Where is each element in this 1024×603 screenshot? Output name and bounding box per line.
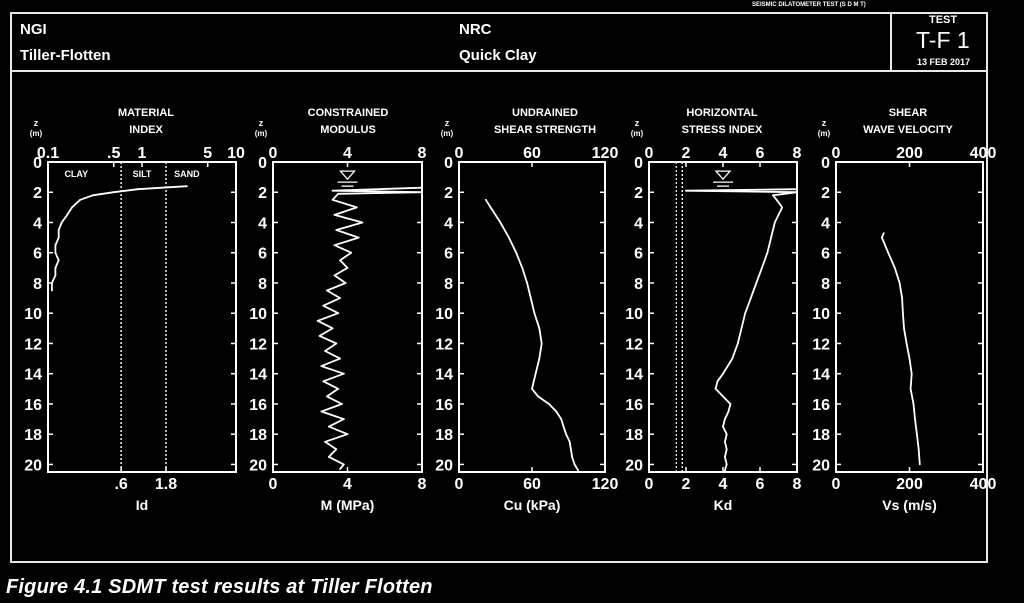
data-point [531, 388, 533, 390]
top-tick-label: 60 [523, 145, 541, 162]
panel-frame [48, 162, 236, 472]
site-label: Tiller-Flotten [20, 47, 111, 64]
depth-tick-label: 16 [249, 396, 267, 414]
top-tick-label: 120 [591, 145, 619, 162]
data-point [730, 403, 732, 405]
panel-title-line2: SHEAR STRENGTH [493, 124, 597, 136]
data-point [347, 267, 349, 269]
panel-title-line1: MATERIAL [117, 107, 175, 119]
top-tick-label: 0 [644, 145, 654, 162]
data-point [356, 207, 358, 209]
depth-tick-label: 2 [444, 185, 453, 203]
data-point [334, 214, 336, 216]
bottom-tick-label: 4 [343, 476, 352, 493]
data-point [362, 222, 364, 224]
depth-tick-label: 14 [435, 366, 453, 384]
data-point [92, 194, 94, 196]
data-point [911, 373, 913, 375]
panel-frame [459, 162, 605, 472]
panel-title-line2: MODULUS [320, 124, 376, 136]
top-tick-label: 4 [718, 145, 728, 162]
bottom-tick-label: 8 [792, 476, 802, 493]
data-point [717, 380, 719, 382]
data-point [521, 267, 523, 269]
bottom-tick-label: .6 [114, 476, 128, 493]
data-point [722, 426, 724, 428]
data-point [744, 312, 746, 314]
profile-panel-5 [812, 107, 996, 513]
x-axis-label: Kd [713, 497, 733, 513]
data-point [490, 207, 492, 209]
panel-title-line1: CONSTRAINED [307, 107, 389, 119]
data-point [335, 448, 337, 450]
data-point [324, 441, 326, 443]
data-point [61, 222, 63, 224]
top-tick-label: 4 [343, 145, 352, 162]
depth-tick-label: 14 [812, 366, 830, 384]
data-point [339, 468, 341, 470]
depth-axis-unit: (m) [817, 129, 831, 138]
data-point [724, 441, 726, 443]
data-point [776, 199, 778, 201]
depth-tick-label: 16 [812, 396, 830, 414]
data-point [337, 388, 339, 390]
zone-label: SILT [132, 169, 152, 179]
data-point [51, 290, 53, 292]
top-tick-label: 200 [896, 145, 923, 162]
depth-tick-label: 16 [625, 396, 643, 414]
data-point [563, 426, 565, 428]
data-point [918, 448, 920, 450]
depth-tick-label: 10 [24, 306, 42, 324]
bottom-tick-label: 4 [718, 476, 728, 493]
panel-frame [273, 162, 422, 472]
test-id: T-F 1 [916, 27, 970, 53]
data-point [526, 282, 528, 284]
bottom-tick-label: 0 [831, 476, 841, 493]
bottom-tick-label: 2 [681, 476, 691, 493]
bottom-tick-label: 1.8 [154, 476, 178, 493]
data-point [321, 411, 323, 413]
organization-label: NRC [459, 21, 492, 38]
water-table-icon [716, 171, 730, 179]
depth-tick-label: 6 [33, 245, 42, 263]
profile-panel-1 [24, 107, 245, 513]
panel-title-line1: UNDRAINED [512, 107, 578, 119]
data-point [58, 229, 60, 231]
data-point [58, 259, 60, 261]
data-point [577, 470, 579, 472]
depth-tick-label: 0 [258, 155, 267, 172]
depth-tick-label: 0 [821, 155, 830, 172]
data-point [358, 237, 360, 239]
data-point [750, 297, 752, 299]
profile-panel-2 [249, 107, 426, 513]
top-label: SEISMIC DILATOMETER TEST (S D M T) [752, 2, 866, 8]
data-point [534, 312, 536, 314]
depth-tick-label: 8 [444, 275, 453, 293]
data-point [916, 433, 918, 435]
depth-tick-label: 8 [258, 275, 267, 293]
depth-tick-label: 0 [444, 155, 453, 172]
data-point [332, 199, 334, 201]
depth-tick-label: 6 [258, 245, 267, 263]
data-point [339, 297, 341, 299]
depth-tick-label: 20 [435, 457, 453, 475]
bottom-tick-label: 200 [896, 476, 923, 493]
data-point [774, 222, 776, 224]
data-point [334, 275, 336, 277]
data-point [137, 188, 139, 190]
data-point [326, 396, 328, 398]
data-point [778, 214, 780, 216]
depth-tick-label: 20 [812, 457, 830, 475]
data-point [350, 252, 352, 254]
data-point [767, 252, 769, 254]
data-point [515, 252, 517, 254]
depth-tick-label: 10 [812, 306, 830, 324]
data-point [722, 396, 724, 398]
depth-tick-label: 4 [258, 215, 267, 233]
data-point [731, 358, 733, 360]
data-point [328, 426, 330, 428]
zone-label: SAND [174, 169, 200, 179]
data-point [724, 456, 726, 458]
top-tick-label: 2 [681, 145, 691, 162]
data-point [538, 327, 540, 329]
depth-tick-label: 2 [634, 185, 643, 203]
data-point [726, 464, 728, 466]
depth-axis-label: z [634, 118, 640, 128]
depth-tick-label: 4 [634, 215, 643, 233]
depth-axis-label: z [444, 118, 450, 128]
data-point [343, 464, 345, 466]
data-point [919, 464, 921, 466]
bottom-tick-label: 8 [417, 476, 427, 493]
data-point [569, 441, 571, 443]
data-point [319, 335, 321, 337]
depth-tick-label: 20 [249, 457, 267, 475]
depth-tick-label: 6 [634, 245, 643, 263]
depth-tick-label: 12 [249, 336, 267, 354]
depth-axis-label: z [33, 118, 39, 128]
depth-tick-label: 20 [625, 457, 643, 475]
depth-axis-label: z [821, 118, 827, 128]
data-point [508, 237, 510, 239]
top-tick-label: 10 [227, 145, 245, 162]
data-point [899, 282, 901, 284]
depth-tick-label: 2 [258, 185, 267, 203]
panel-frame [836, 162, 983, 472]
data-point [715, 388, 717, 390]
data-series-line [686, 189, 797, 470]
data-point [339, 358, 341, 360]
test-date: 13 FEB 2017 [917, 57, 971, 67]
depth-tick-label: 2 [821, 185, 830, 203]
depth-tick-label: 4 [33, 215, 42, 233]
data-point [343, 418, 345, 420]
depth-tick-label: 8 [33, 275, 42, 293]
depth-tick-label: 18 [435, 427, 453, 445]
data-point [332, 190, 334, 192]
depth-tick-label: 10 [625, 306, 643, 324]
top-tick-label: 8 [792, 145, 802, 162]
zone-label: CLAY [64, 169, 89, 179]
depth-tick-label: 20 [24, 457, 42, 475]
data-point [755, 282, 757, 284]
data-point [317, 320, 319, 322]
data-point [728, 411, 730, 413]
depth-tick-label: 14 [249, 366, 267, 384]
data-point [781, 207, 783, 209]
data-point [326, 290, 328, 292]
water-table-icon [341, 171, 355, 179]
top-tick-label: 0 [831, 145, 841, 162]
data-point [337, 312, 339, 314]
data-series-line [486, 200, 578, 471]
data-point [722, 373, 724, 375]
client-label: NGI [20, 21, 47, 38]
depth-tick-label: 8 [634, 275, 643, 293]
data-point [887, 252, 889, 254]
data-point [883, 232, 885, 234]
data-point [903, 327, 905, 329]
x-axis-label: Vs (m/s) [882, 497, 937, 513]
x-axis-label: Cu (kPa) [503, 497, 561, 513]
data-point [337, 193, 339, 195]
depth-tick-label: 10 [249, 306, 267, 324]
data-point [328, 456, 330, 458]
data-point [796, 191, 798, 193]
data-point [685, 190, 687, 192]
bottom-tick-label: 120 [591, 476, 619, 493]
depth-tick-label: 16 [24, 396, 42, 414]
data-point [560, 418, 562, 420]
top-tick-label: 5 [203, 145, 213, 162]
data-point [894, 267, 896, 269]
data-point [737, 343, 739, 345]
data-point [772, 194, 774, 196]
data-point [55, 275, 57, 277]
data-point [538, 358, 540, 360]
depth-tick-label: 18 [24, 427, 42, 445]
data-point [570, 448, 572, 450]
depth-tick-label: 12 [625, 336, 643, 354]
data-point [345, 282, 347, 284]
profile-panel-4 [625, 107, 801, 513]
data-point [66, 214, 68, 216]
data-point [541, 343, 543, 345]
data-point [339, 259, 341, 261]
data-point [535, 373, 537, 375]
data-point [343, 373, 345, 375]
data-point [901, 297, 903, 299]
data-point [113, 191, 115, 193]
test-title: TEST [929, 14, 958, 26]
panel-title-line2: STRESS INDEX [681, 124, 763, 136]
data-point [909, 358, 911, 360]
bottom-tick-label: 60 [523, 476, 541, 493]
bottom-tick-label: 0 [644, 476, 654, 493]
top-tick-label: 400 [969, 145, 997, 162]
x-axis-label: M (MPa) [320, 497, 375, 513]
data-point [741, 327, 743, 329]
bottom-tick-label: 0 [268, 476, 278, 493]
depth-tick-label: 12 [812, 336, 830, 354]
depth-tick-label: 14 [24, 366, 42, 384]
depth-tick-label: 6 [821, 245, 830, 263]
depth-tick-label: 0 [634, 155, 643, 172]
data-point [555, 411, 557, 413]
data-point [761, 267, 763, 269]
depth-tick-label: 14 [625, 366, 643, 384]
depth-tick-label: 18 [249, 427, 267, 445]
depth-tick-label: 2 [33, 185, 42, 203]
data-point [334, 244, 336, 246]
data-point [913, 403, 915, 405]
depth-tick-label: 12 [435, 336, 453, 354]
data-point [51, 282, 53, 284]
data-point [881, 237, 883, 239]
depth-tick-label: 4 [444, 215, 453, 233]
data-point [58, 237, 60, 239]
data-point [726, 448, 728, 450]
data-point [55, 244, 57, 246]
data-point [335, 343, 337, 345]
data-point [324, 350, 326, 352]
soil-label: Quick Clay [459, 47, 537, 64]
data-point [485, 199, 487, 201]
bottom-tick-label: 6 [755, 476, 765, 493]
depth-tick-label: 18 [812, 427, 830, 445]
data-series-line [882, 233, 920, 464]
data-point [322, 380, 324, 382]
data-point [55, 267, 57, 269]
bottom-tick-label: 0 [454, 476, 464, 493]
x-axis-label: Id [135, 497, 149, 513]
depth-tick-label: 18 [625, 427, 643, 445]
data-point [341, 403, 343, 405]
top-tick-label: 0 [454, 145, 464, 162]
top-tick-label: .5 [107, 145, 121, 162]
data-point [770, 237, 772, 239]
panel-title-line2: INDEX [129, 124, 163, 136]
data-point [321, 365, 323, 367]
data-point [548, 403, 550, 405]
data-point [500, 222, 502, 224]
panel-title-line2: WAVE VELOCITY [863, 124, 953, 136]
depth-tick-label: 4 [821, 215, 830, 233]
data-point [322, 305, 324, 307]
top-tick-label: 6 [755, 145, 765, 162]
data-point [421, 187, 423, 189]
depth-axis-unit: (m) [29, 129, 43, 138]
data-point [55, 252, 57, 254]
data-point [347, 433, 349, 435]
data-point [565, 433, 567, 435]
data-point [906, 343, 908, 345]
data-point [574, 464, 576, 466]
top-tick-label: 8 [417, 145, 427, 162]
data-point [726, 433, 728, 435]
figure-caption: Figure 4.1 SDMT test results at Tiller Flotten [6, 576, 433, 598]
profile-panel-3 [435, 107, 618, 513]
depth-tick-label: 6 [444, 245, 453, 263]
data-point [186, 185, 188, 187]
depth-axis-unit: (m) [440, 129, 454, 138]
top-tick-label: 0.1 [36, 145, 60, 162]
data-point [910, 388, 912, 390]
data-point [914, 418, 916, 420]
data-point [530, 297, 532, 299]
data-point [71, 207, 73, 209]
depth-axis-label: z [258, 118, 264, 128]
depth-tick-label: 12 [24, 336, 42, 354]
data-point [724, 470, 726, 472]
top-tick-label: 1 [137, 145, 147, 162]
data-point [421, 191, 423, 193]
data-point [724, 418, 726, 420]
depth-axis-unit: (m) [630, 129, 644, 138]
depth-axis-unit: (m) [254, 129, 268, 138]
panel-title-line1: SHEAR [888, 107, 928, 119]
data-point [332, 327, 334, 329]
depth-tick-label: 0 [33, 155, 42, 172]
data-point [902, 312, 904, 314]
depth-tick-label: 10 [435, 306, 453, 324]
data-point [796, 188, 798, 190]
data-point [537, 396, 539, 398]
panel-title-line1: HORIZONTAL [686, 107, 758, 119]
depth-tick-label: 16 [435, 396, 453, 414]
top-tick-label: 0 [268, 145, 278, 162]
data-point [571, 456, 573, 458]
data-point [79, 199, 81, 201]
depth-tick-label: 8 [821, 275, 830, 293]
bottom-tick-label: 400 [969, 476, 997, 493]
data-point [335, 229, 337, 231]
